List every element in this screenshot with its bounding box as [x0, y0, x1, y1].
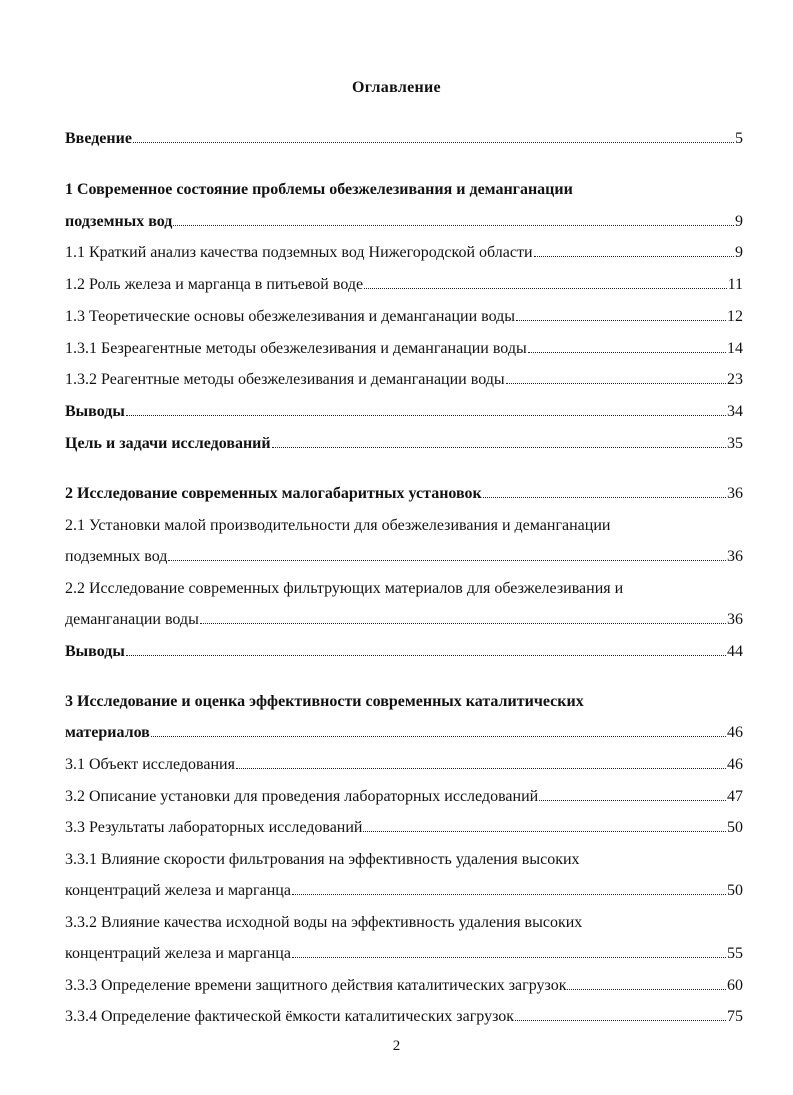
toc-entry-page: 50	[727, 882, 743, 899]
toc-entry-page: 75	[727, 1008, 743, 1025]
toc-entry-2-1[interactable]	[65, 547, 743, 567]
toc-entry-page: 12	[727, 308, 743, 325]
dot-leader	[292, 881, 726, 895]
dot-leader	[516, 307, 726, 321]
toc-entry-page: 35	[727, 435, 743, 452]
toc-entry-title: 3.1 Объект исследования	[65, 756, 235, 773]
dot-leader	[567, 976, 726, 990]
toc-entry-3-3[interactable]	[65, 818, 743, 838]
toc-entry-page: 14	[727, 340, 743, 357]
toc-entry-title: Цель и задачи исследований	[65, 435, 271, 452]
dot-leader	[483, 484, 726, 498]
dot-leader	[133, 129, 734, 143]
toc-entry-title: концентраций железа и марганца	[65, 945, 291, 962]
toc-entry-3-3-1-line1: 3.3.1 Влияние скорости фильтрования на эффективность удаления высоких	[65, 851, 580, 868]
toc-entry-page: 34	[727, 403, 743, 420]
toc-entry-page: 46	[727, 724, 743, 741]
toc-entry-page: 23	[727, 371, 743, 388]
toc-entry-page: 11	[727, 276, 743, 293]
dot-leader	[515, 1007, 726, 1021]
dot-leader	[528, 339, 726, 353]
toc-entry-title: подземных вод	[65, 548, 168, 565]
toc-entry-title: 3.3.3 Определение времени защитного действия каталитических загрузок	[65, 977, 567, 994]
toc-entry-page: 9	[735, 244, 743, 261]
toc-entry-title: 3.2 Описание установки для проведения лабораторных исследований	[65, 788, 539, 805]
toc-entry-title: 3.3 Результаты лабораторных исследований	[65, 819, 363, 836]
dot-leader	[364, 275, 727, 289]
toc-entry-3-3-2-line1: 3.3.2 Влияние качества исходной воды на эффективность удаления высоких	[65, 914, 583, 931]
toc-entry-intro[interactable]	[65, 129, 743, 149]
toc-entry-title: деманганации воды	[65, 611, 199, 628]
toc-entry-1-3-1[interactable]	[65, 339, 743, 359]
toc-entry-1-3-2[interactable]	[65, 370, 743, 390]
toc-entry-title: 1.3.2 Реагентные методы обезжелезивания и деманганации воды	[65, 371, 505, 388]
dot-leader	[534, 243, 734, 257]
dot-leader	[539, 787, 726, 801]
toc-entry-page: 36	[727, 611, 743, 628]
toc-entry-page: 5	[735, 130, 743, 147]
toc-entry-3-3-2[interactable]	[65, 944, 743, 964]
toc-entry-title: материалов	[65, 724, 150, 741]
toc-entry-title: 2 Исследование современных малогабаритных установок	[65, 485, 482, 502]
toc-entry-page: 36	[727, 548, 743, 565]
dot-leader	[168, 547, 726, 561]
toc-entry-title: 1.3.1 Безреагентные методы обезжелезивания и деманганации воды	[65, 340, 527, 357]
toc-entry-goals[interactable]	[65, 434, 743, 454]
toc-entry-title: подземных вод	[65, 213, 173, 230]
toc-entry-3-3-1[interactable]	[65, 881, 743, 901]
toc-entry-conclusions-1[interactable]	[65, 402, 743, 422]
toc-entry-1-3[interactable]	[65, 307, 743, 327]
toc-entry-ch3[interactable]	[65, 723, 743, 743]
toc-entry-conclusions-2[interactable]	[65, 642, 743, 662]
toc-entry-1-2[interactable]	[65, 275, 743, 295]
toc-entry-page: 47	[727, 788, 743, 805]
dot-leader	[236, 755, 726, 769]
toc-entry-page: 9	[735, 213, 743, 230]
toc-chapter-3-heading: 3 Исследование и оценка эффективности современных каталитических	[65, 693, 584, 710]
dot-leader	[363, 818, 726, 832]
dot-leader	[272, 434, 726, 448]
page-title: Оглавление	[352, 79, 441, 96]
dot-leader	[506, 370, 726, 384]
toc-entry-page: 36	[727, 485, 743, 502]
dot-leader	[173, 212, 734, 226]
dot-leader	[200, 610, 726, 624]
toc-entry-page: 46	[727, 756, 743, 773]
dot-leader	[151, 723, 726, 737]
toc-entry-title: Введение	[65, 130, 132, 147]
toc-entry-page: 44	[727, 643, 743, 660]
dot-leader	[292, 944, 726, 958]
toc-entry-title: Выводы	[65, 403, 125, 420]
toc-entry-title: 3.3.4 Определение фактической ёмкости каталитических загрузок	[65, 1008, 515, 1025]
page-number: 2	[392, 1038, 401, 1054]
toc-entry-3-1[interactable]	[65, 755, 743, 775]
toc-entry-title: 1.2 Роль железа и марганца в питьевой воде	[65, 276, 364, 293]
toc-entry-2-2-line1: 2.2 Исследование современных фильтрующих материалов для обезжелезивания и	[65, 580, 624, 597]
toc-entry-2-1-line1: 2.1 Установки малой производительности для обезжелезивания и деманганации	[65, 517, 611, 534]
toc-entry-ch1[interactable]	[65, 212, 743, 232]
toc-entry-title: 1.1 Краткий анализ качества подземных вод Нижегородской области	[65, 244, 533, 261]
toc-entry-title: концентраций железа и марганца	[65, 882, 291, 899]
dot-leader	[126, 402, 726, 416]
toc-entry-ch2[interactable]	[65, 484, 743, 504]
toc-entry-page: 50	[727, 819, 743, 836]
toc-entry-2-2[interactable]	[65, 610, 743, 630]
toc-entry-1-1[interactable]	[65, 243, 743, 263]
toc-entry-page: 60	[727, 977, 743, 994]
dot-leader	[126, 642, 726, 656]
toc-entry-3-2[interactable]	[65, 787, 743, 807]
toc-entry-3-3-4[interactable]	[65, 1007, 743, 1027]
toc-entry-page: 55	[727, 945, 743, 962]
toc-entry-title: Выводы	[65, 643, 125, 660]
toc-chapter-1-heading: 1 Современное состояние проблемы обезжелезивания и деманганации	[65, 181, 573, 198]
toc-entry-3-3-3[interactable]	[65, 976, 743, 996]
toc-entry-title: 1.3 Теоретические основы обезжелезивания и деманганации воды	[65, 308, 516, 325]
